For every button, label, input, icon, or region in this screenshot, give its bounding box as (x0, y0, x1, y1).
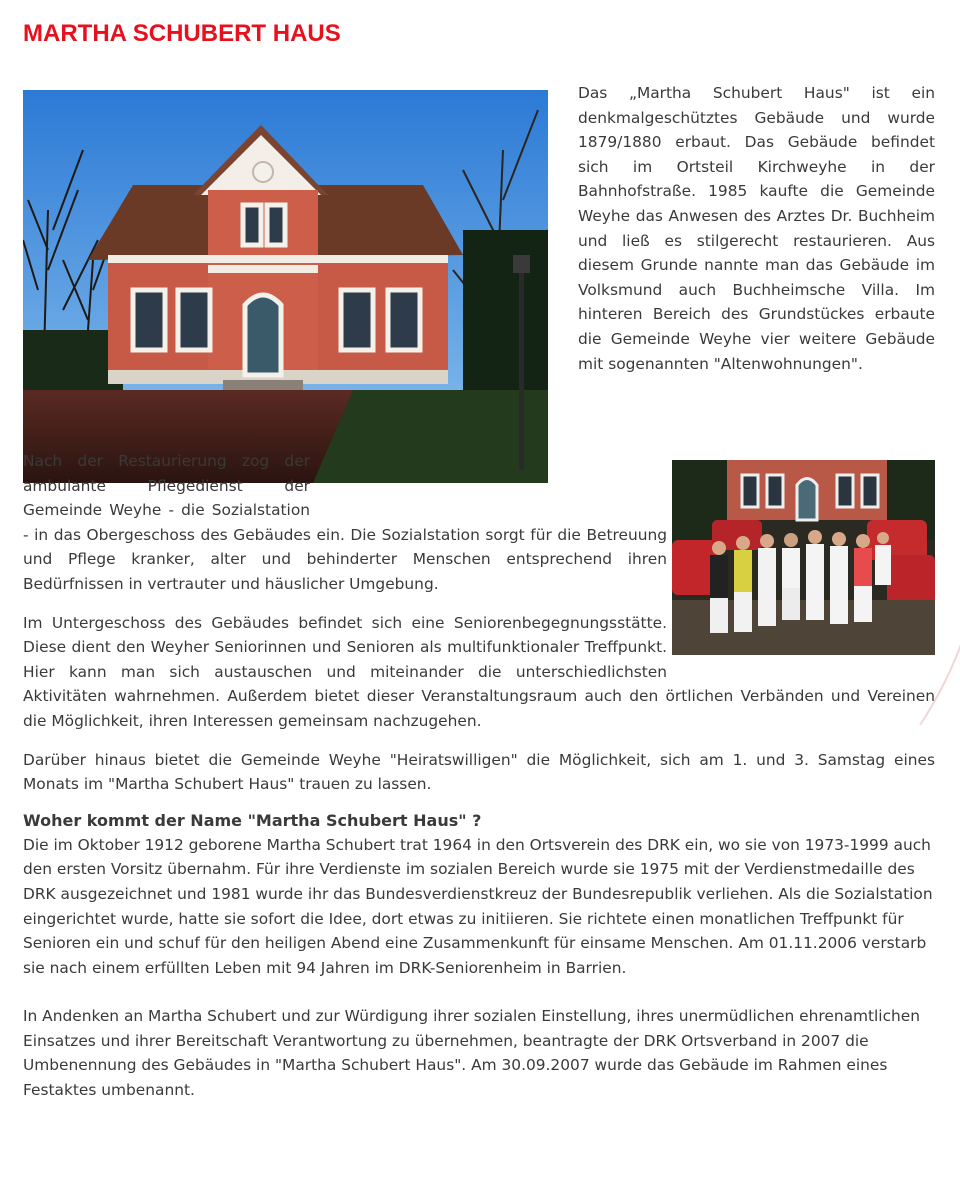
biography-paragraph: Die im Oktober 1912 geborene Martha Schubert trat 1964 in den Ortsverein des DRK ein, wo sie von 1973-1999 auch den ersten Vorsitz übernahm. Für ihre Verdienste im sozialen Bereich wurde sie 1975 mit der Verdienstmedaille des DRK ausgezeichnet und 1981 wurde ihr das Bundesverdienstkreuz der Bundesrepublik verliehen. Als die Sozialstation eingerichtet wurde, hatte sie sofort die Idee, dort etwas zu initiieren. Sie richtete einen monatlichen Treffpunkt für Senioren ein und schuf für den heiligen Abend eine Zusammenkunft für einsame Menschen. Am 01.11.2006 verstarb sie nach einem erfüllten Leben mit 94 Jahren im DRK-Seniorenheim in Barrien. (23, 835, 933, 977)
page-title: MARTHA SCHUBERT HAUS (23, 20, 341, 47)
senioren-paragraph: Im Untergeschoss des Gebäudes befindet sich eine Seniorenbegegnungsstätte. Diese dient den Weyher Seniorinnen und Senioren als multifunktionaler Treffpunkt. Hier kann man sich austauschen und miteinander die unterschiedlichsten Aktivitäten wahrnehmen. Außerdem bietet dieser Veranstaltungsraum auch den örtlichen Verbänden und Vereinen die Möglichkeit, ihren Interessen gemeinsam nachzugehen. (23, 613, 935, 730)
sozialstation-paragraph: Nach der Restaurierung zog der ambulante Pflegedienst der Gemeinde Weyhe - die Sozialstation - in das Obergeschoss des Gebäudes ein. Die Sozialstation sorgt für die Betreuung und Pflege kranker, alter und behinderter Menschen entsprechend ihren Bedürfnissen in vertrauter und häuslicher Umgebung. (23, 452, 667, 593)
heirat-paragraph: Darüber hinaus bietet die Gemeinde Weyhe "Heiratswilligen" die Möglichkeit, sich am 1. und 3. Samstag eines Monats im "Martha Schubert Haus" trauen zu lassen. (23, 750, 935, 794)
section-heading: Woher kommt der Name "Martha Schubert Haus" ? (23, 810, 482, 830)
renaming-paragraph: In Andenken an Martha Schubert und zur Würdigung ihrer sozialen Einstellung, ihres unermüdlichen ehrenamtlichen Einsatzes und ihrer Bereitschaft Verantwortung zu übernehmen, beantragte der DRK Ortsverband in 2007 die Umbenennung des Gebäudes in "Martha Schubert Haus". Am 30.09.2007 wurde das Gebäude im Rahmen eines Festaktes umbenannt. (23, 1007, 921, 1100)
intro-paragraph: Das „Martha Schubert Haus" ist ein denkmalgeschütztes Gebäude und wurde 1879/1880 erbaut. Das Gebäude befindet sich im Ortsteil Kirchweyhe in der Bahnhofstraße. 1985 kaufte die Gemeinde Weyhe das Anwesen des Arztes Dr. Buchheim und ließ es stilgerecht restaurieren. Aus diesem Grunde nannte man das Gebäude im Volksmund auch Buchheimsche Villa. Im hinteren Bereich des Grundstückes erbaute die Gemeinde Weyhe vier weitere Gebäude mit sogenannten "Altenwohnungen". (578, 84, 935, 373)
house-photo (23, 90, 548, 483)
main-text-block (23, 449, 935, 1103)
